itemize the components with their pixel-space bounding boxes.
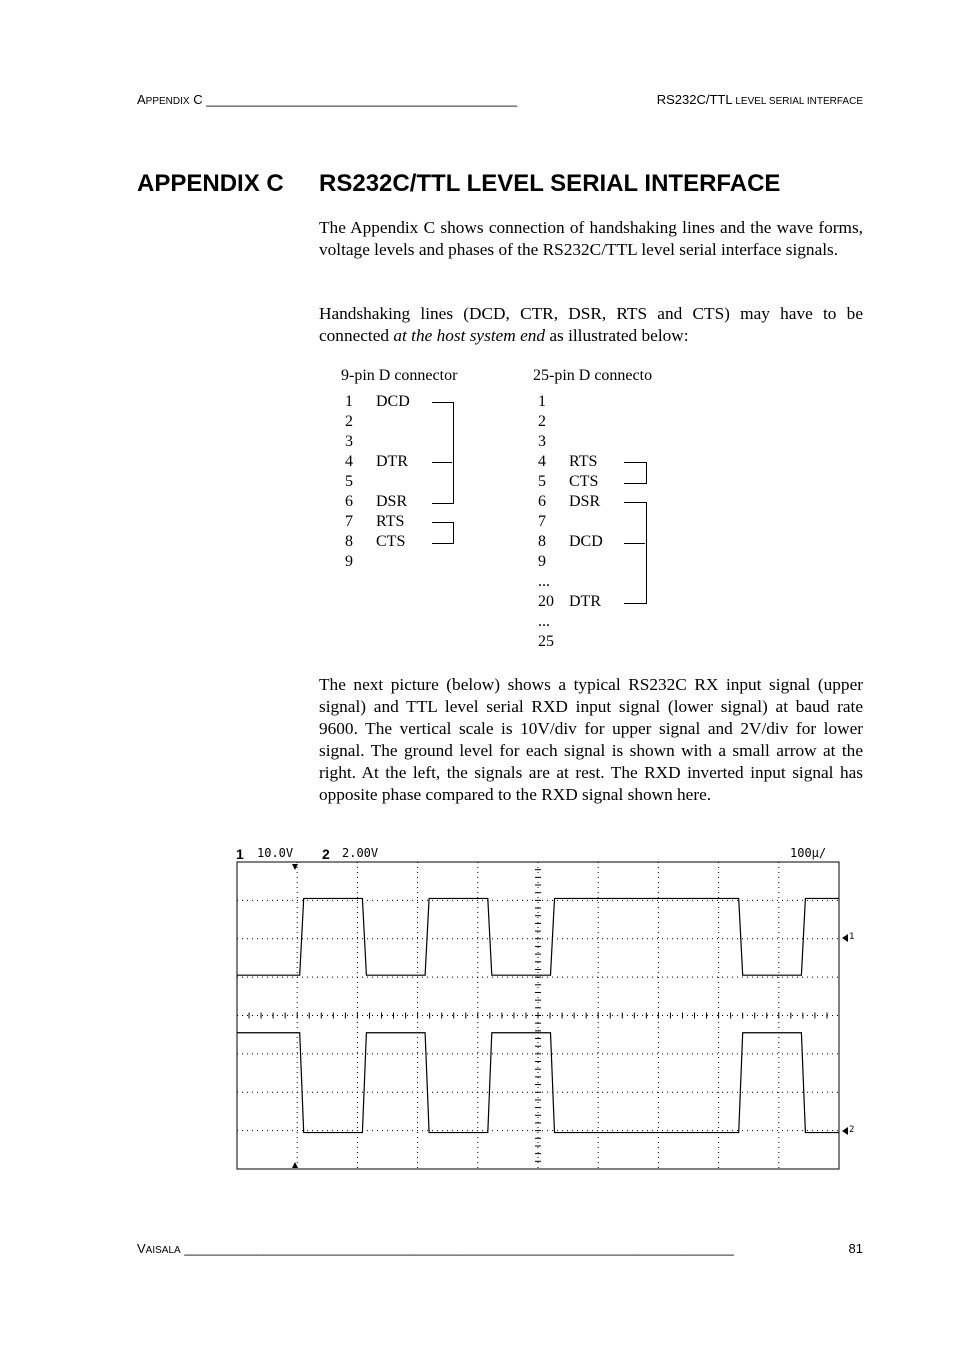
pin-number: 20 — [538, 593, 554, 610]
pin-signal-name: DSR — [569, 493, 601, 510]
pin-row — [538, 532, 603, 552]
pin-signal-name: DCD — [376, 393, 410, 410]
pin-row — [345, 492, 408, 512]
wire-dtr-tap-9pin — [432, 462, 452, 463]
ch1-ground-arrow-icon — [842, 934, 848, 942]
pin-number: 4 — [345, 453, 353, 470]
pin-number: 3 — [345, 433, 353, 450]
wire-dcd-dtr-dsr-9pin — [432, 402, 454, 504]
connector25-title: 25-pin D connecto — [533, 367, 653, 384]
ch2-ground-arrow-icon — [842, 1127, 848, 1135]
pin-row — [538, 632, 554, 652]
pin-number: 5 — [345, 473, 353, 490]
pin-row — [345, 512, 405, 532]
pin-row — [345, 452, 408, 472]
wire-rts-cts-9pin — [432, 522, 454, 544]
pin-signal-name: CTS — [569, 473, 599, 490]
scope-ch2-scale: 2.00V — [342, 846, 379, 860]
pin-number: 9 — [538, 553, 546, 570]
connector9-title: 9-pin D connector — [341, 367, 458, 384]
wire-rts-cts-25pin — [624, 462, 647, 484]
rs232-rx-trace — [237, 898, 839, 975]
scope-graticule — [237, 862, 839, 1169]
scope-ch2-number: 2 — [322, 846, 330, 862]
pin-row — [345, 392, 410, 412]
scope-ch1-number: 1 — [236, 846, 244, 862]
pin-number: ... — [538, 573, 550, 590]
pin-row — [345, 532, 406, 552]
pin-row — [345, 412, 353, 432]
pin-number: 1 — [538, 393, 546, 410]
pin-signal-name: RTS — [376, 513, 405, 530]
pin-row — [538, 512, 554, 532]
connector25-pin-list — [538, 392, 603, 652]
connector9-pin-list — [345, 392, 410, 572]
pin-row — [345, 552, 353, 572]
pin-row — [345, 472, 353, 492]
running-header-right: RS232C/TTL LEVEL SERIAL INTERFACE — [656, 92, 863, 107]
pin-row — [538, 472, 599, 492]
pin-number: 8 — [538, 533, 546, 550]
running-header-left: APPENDIX C ___________________________________________ — [137, 92, 518, 107]
pin-number: ... — [538, 613, 550, 630]
oscilloscope-trace — [230, 858, 860, 1174]
pin-number: 3 — [538, 433, 546, 450]
pin-row — [538, 492, 601, 512]
pin-signal-name: DTR — [376, 453, 408, 470]
pin-row — [538, 612, 554, 632]
pin-number: 1 — [345, 393, 353, 410]
ch1-ground-marker: 1 — [849, 932, 855, 942]
running-footer-left: VAISALA ____________________________________________________________________________ — [137, 1241, 734, 1256]
pin-number: 4 — [538, 453, 546, 470]
pin-number: 25 — [538, 633, 554, 650]
ch2-ground-marker: 2 — [849, 1125, 855, 1135]
intro-paragraph: The Appendix C shows connection of handshaking lines and the wave forms, voltage levels and phases of the RS232C/TTL level serial interface signals. — [319, 218, 863, 259]
signal-paragraph: The next picture (below) shows a typical RS232C RX input signal (upper signal) and TTL level serial RXD input signal (lower signal) at baud rate 9600. The vertical scale is 10V/div for upper signal and 2V/div for lower signal. The ground level for each signal is shown with a small arrow at the right. At the left, the signals are at rest. The RXD inverted input signal has opposite phase compared to the RXD signal shown here. — [319, 675, 863, 804]
pin-number: 2 — [345, 413, 353, 430]
handshake-paragraph: Handshaking lines (DCD, CTR, DSR, RTS and CTS) may have to be connected at the host system end as illustrated below: — [319, 304, 863, 345]
pin-number: 2 — [538, 413, 546, 430]
pin-row — [538, 392, 554, 412]
pin-number: 7 — [538, 513, 546, 530]
pin-number: 9 — [345, 553, 353, 570]
pin-row — [345, 432, 353, 452]
page-title: RS232C/TTL LEVEL SERIAL INTERFACE — [319, 170, 781, 197]
pin-signal-name: DCD — [569, 533, 603, 550]
page-number: 81 — [848, 1241, 863, 1256]
pin-signal-name: CTS — [376, 533, 406, 550]
pin-row — [538, 552, 554, 572]
pin-number: 5 — [538, 473, 546, 490]
pin-number: 6 — [345, 493, 353, 510]
wire-dcd-tap-25pin — [624, 543, 645, 544]
pin-signal-name: DSR — [376, 493, 408, 510]
pin-row — [538, 432, 554, 452]
scope-ch1-scale: 10.0V — [257, 846, 294, 860]
pin-number: 8 — [345, 533, 353, 550]
appendix-label: APPENDIX C — [137, 170, 284, 197]
pin-number: 6 — [538, 493, 546, 510]
wire-dsr-dcd-dtr-25pin — [624, 502, 647, 604]
pin-row — [538, 572, 554, 592]
scope-timebase: 100µ/ — [790, 846, 827, 860]
pin-row — [538, 412, 554, 432]
pin-row — [538, 592, 601, 612]
pin-row — [538, 452, 598, 472]
pin-signal-name: DTR — [569, 593, 601, 610]
pin-signal-name: RTS — [569, 453, 598, 470]
pin-number: 7 — [345, 513, 353, 530]
